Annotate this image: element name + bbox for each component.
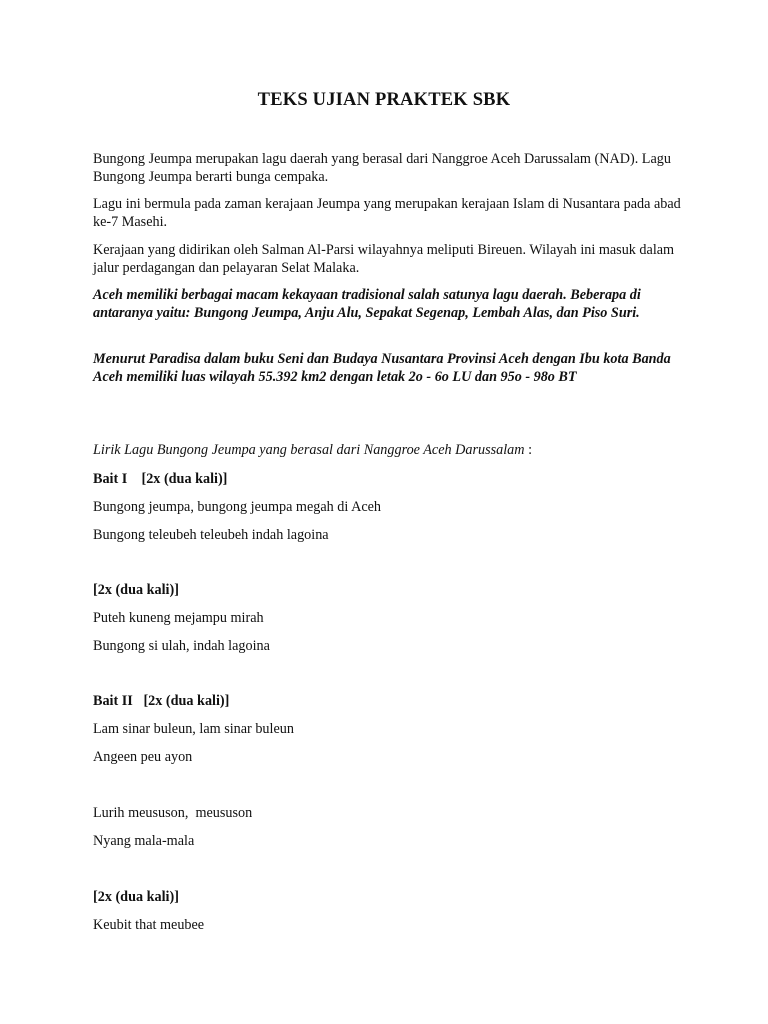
lyric-line: Lurih meususon, meususon <box>93 805 253 821</box>
paragraph-kingdom: Kerajaan yang didirikan oleh Salman Al-Parsi wilayahnya meliputi Bireuen. Wilayah ini masuk dalam jalur perdagangan dan pelayaran Selat Malaka. <box>93 242 675 276</box>
paragraph-history: Lagu ini bermula pada zaman kerajaan Jeumpa yang merupakan kerajaan Islam di Nusantara pada abad ke-7 Masehi. <box>93 196 681 230</box>
bait-1-heading: Bait I [2x (dua kali)] <box>93 471 228 487</box>
lyric-line: Lam sinar buleun, lam sinar buleun <box>93 721 294 737</box>
lyrics-intro <box>93 441 683 459</box>
repeat-marker: [2x (dua kali)] <box>93 582 179 598</box>
lyric-line: Keubit that meubee <box>93 917 205 933</box>
paragraph-traditions: Aceh memiliki berbagai macam kekayaan tradisional salah satunya lagu daerah. Beberapa di antaranya yaitu: Bungong Jeumpa, Anju Alu, Sepakat Segenap, Lembah Alas, dan Piso Suri. <box>93 287 641 321</box>
lyric-line: Bungong jeumpa, bungong jeumpa megah di Aceh <box>93 499 382 515</box>
lyric-line: Bungong si ulah, indah lagoina <box>93 638 270 654</box>
paragraph-geography: Menurut Paradisa dalam buku Seni dan Budaya Nusantara Provinsi Aceh dengan Ibu kota Banda Aceh memiliki luas wilayah 55.392 km2 dengan letak 2o - 6o LU dan 95o - 98o BT <box>93 351 671 385</box>
lyric-line: Nyang mala-mala <box>93 833 195 849</box>
bait-2-heading: Bait II [2x (dua kali)] <box>93 693 230 709</box>
lyrics-intro-colon: : <box>524 442 533 458</box>
repeat-marker: [2x (dua kali)] <box>93 889 179 905</box>
lyric-line: Bungong teleubeh teleubeh indah lagoina <box>93 527 329 543</box>
lyrics-intro-text: Lirik Lagu Bungong Jeumpa yang berasal dari Nanggroe Aceh Darussalam <box>93 442 525 458</box>
lyric-line: Angeen peu ayon <box>93 749 193 765</box>
page-title: TEKS UJIAN PRAKTEK SBK <box>257 90 511 110</box>
lyric-line: Puteh kuneng mejampu mirah <box>93 610 264 626</box>
paragraph-intro: Bungong Jeumpa merupakan lagu daerah yang berasal dari Nanggroe Aceh Darussalam (NAD). Lagu Bungong Jeumpa berarti bunga cempaka. <box>93 151 671 185</box>
